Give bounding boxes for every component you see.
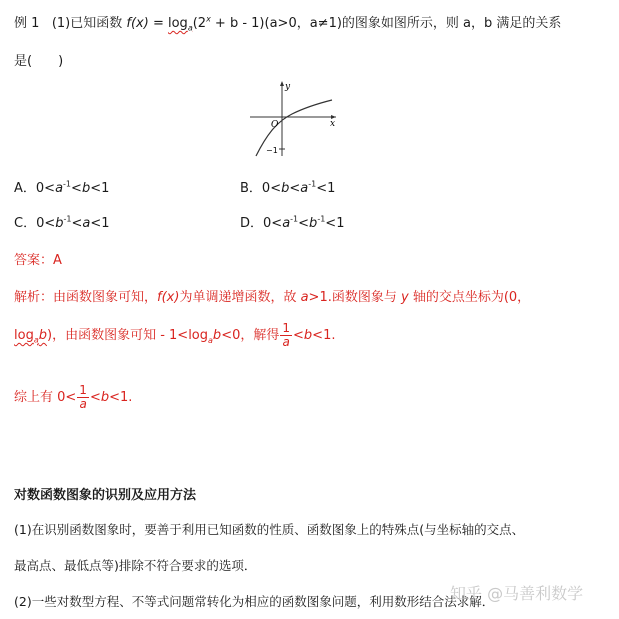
log-expression — [14, 328, 47, 343]
analysis-text: 解析：由函数图象可知， — [14, 290, 158, 305]
option-text: 0< — [36, 216, 56, 231]
problem-line-1 — [14, 12, 561, 31]
analysis-text: <0，解得 — [221, 328, 280, 344]
problem-tail: 的图象如图所示，则 a，b 满足的关系 — [341, 16, 562, 31]
fraction-numerator: 1 — [282, 321, 290, 335]
x-label: x — [330, 119, 336, 129]
option-key: B． — [240, 181, 262, 196]
var-b: b — [303, 328, 313, 344]
answer — [14, 249, 62, 268]
log-arg-open: (2 — [192, 16, 207, 31]
option-var: a — [55, 181, 64, 196]
origin-label: O — [271, 120, 279, 130]
option-var: b — [309, 216, 318, 231]
y-label: y — [285, 82, 291, 92]
analysis-text: <1. — [109, 390, 133, 406]
function-graph — [244, 78, 344, 160]
option-exp: -1 — [317, 214, 326, 224]
analysis-line-2 — [14, 322, 335, 349]
analysis-text: >1.函数图象与 — [308, 290, 401, 305]
log-base: a — [187, 23, 193, 33]
option-exp: -1 — [63, 214, 72, 224]
function-name: f(x) — [126, 16, 149, 31]
analysis-text: 为单调递增函数，故 — [179, 290, 301, 305]
option-var: b — [55, 216, 64, 231]
analysis-text: )，由函数图象可知 - 1<log — [47, 328, 209, 344]
log-base: a — [208, 335, 213, 345]
var-a: a — [300, 290, 309, 305]
fraction-denominator: a — [282, 335, 290, 350]
method-paragraph-1b: 最高点、最低点等)排除不符合要求的选项． — [14, 558, 257, 573]
answer-value: A — [53, 253, 62, 268]
option-text: < — [71, 216, 83, 231]
option-key: C． — [14, 216, 37, 231]
option-var: b — [281, 181, 290, 196]
option-text: <1 — [325, 216, 345, 231]
log-word: log — [14, 328, 34, 344]
var-y: y — [400, 290, 409, 305]
option-text: < — [71, 181, 82, 196]
condition: (a>0，a≠1) — [264, 16, 342, 31]
log-base: a — [33, 335, 39, 345]
analysis-text: < — [89, 390, 101, 406]
option-text: < — [298, 216, 310, 231]
option-text: 0< — [261, 181, 282, 196]
var-b: b — [100, 390, 110, 406]
fraction-denominator: a — [79, 397, 87, 412]
fraction-one-over-a — [280, 322, 292, 349]
option-c — [14, 212, 110, 231]
option-text: < — [289, 181, 301, 196]
option-text: <1 — [90, 216, 110, 231]
exponent-x: x — [206, 14, 211, 24]
option-text: 0< — [35, 181, 56, 196]
option-b — [240, 177, 335, 196]
option-var: a — [282, 216, 291, 231]
problem-line-2: 是( ) — [14, 54, 64, 69]
option-var: a — [82, 216, 91, 231]
equals-sign: = — [152, 16, 164, 31]
option-var: a — [300, 181, 309, 196]
log-word: log — [167, 16, 188, 31]
var-b: b — [212, 328, 222, 344]
option-d — [240, 212, 344, 231]
option-a — [14, 177, 109, 196]
fraction-one-over-a — [77, 384, 89, 411]
analysis-line-1 — [14, 286, 530, 305]
option-text: <1 — [90, 181, 110, 196]
method-paragraph-1a: (1)在识别函数图象时，要善于利用已知函数的性质、函数图象上的特殊点(与坐标轴的交点、 — [14, 522, 525, 537]
analysis-summary — [14, 384, 132, 411]
watermark: 知乎 @马善利数学 — [450, 584, 584, 603]
option-text: <1 — [316, 181, 336, 196]
analysis-text: < — [293, 328, 304, 344]
option-exp: -1 — [308, 179, 317, 189]
option-text: 0< — [263, 216, 283, 231]
option-var: b — [81, 181, 91, 196]
analysis-text: <1. — [312, 328, 336, 344]
option-key: D． — [240, 216, 264, 231]
analysis-text: 综上有 0< — [14, 390, 77, 406]
problem-part: (1)已知函数 — [51, 16, 123, 31]
method-paragraph-2: (2)一些对数型方程、不等式问题常转化为相应的函数图象问题，利用数形结合法求解． — [14, 594, 495, 609]
answer-label: 答案： — [14, 253, 54, 268]
var-b: b — [38, 328, 47, 344]
fraction-numerator: 1 — [79, 383, 87, 397]
tick-label: −1 — [266, 146, 278, 155]
option-exp: -1 — [63, 179, 72, 189]
y-axis-arrow-icon — [280, 81, 284, 86]
analysis-text: 轴的交点坐标为(0， — [408, 290, 531, 305]
method-title: 对数函数图象的识别及应用方法 — [14, 488, 197, 503]
option-key: A． — [14, 181, 36, 196]
option-exp: -1 — [290, 214, 299, 224]
function-name: f(x) — [157, 290, 180, 305]
log-expression — [168, 16, 193, 31]
example-label: 例 1 — [14, 16, 40, 31]
log-arg-rest: + b - 1) — [210, 16, 265, 31]
